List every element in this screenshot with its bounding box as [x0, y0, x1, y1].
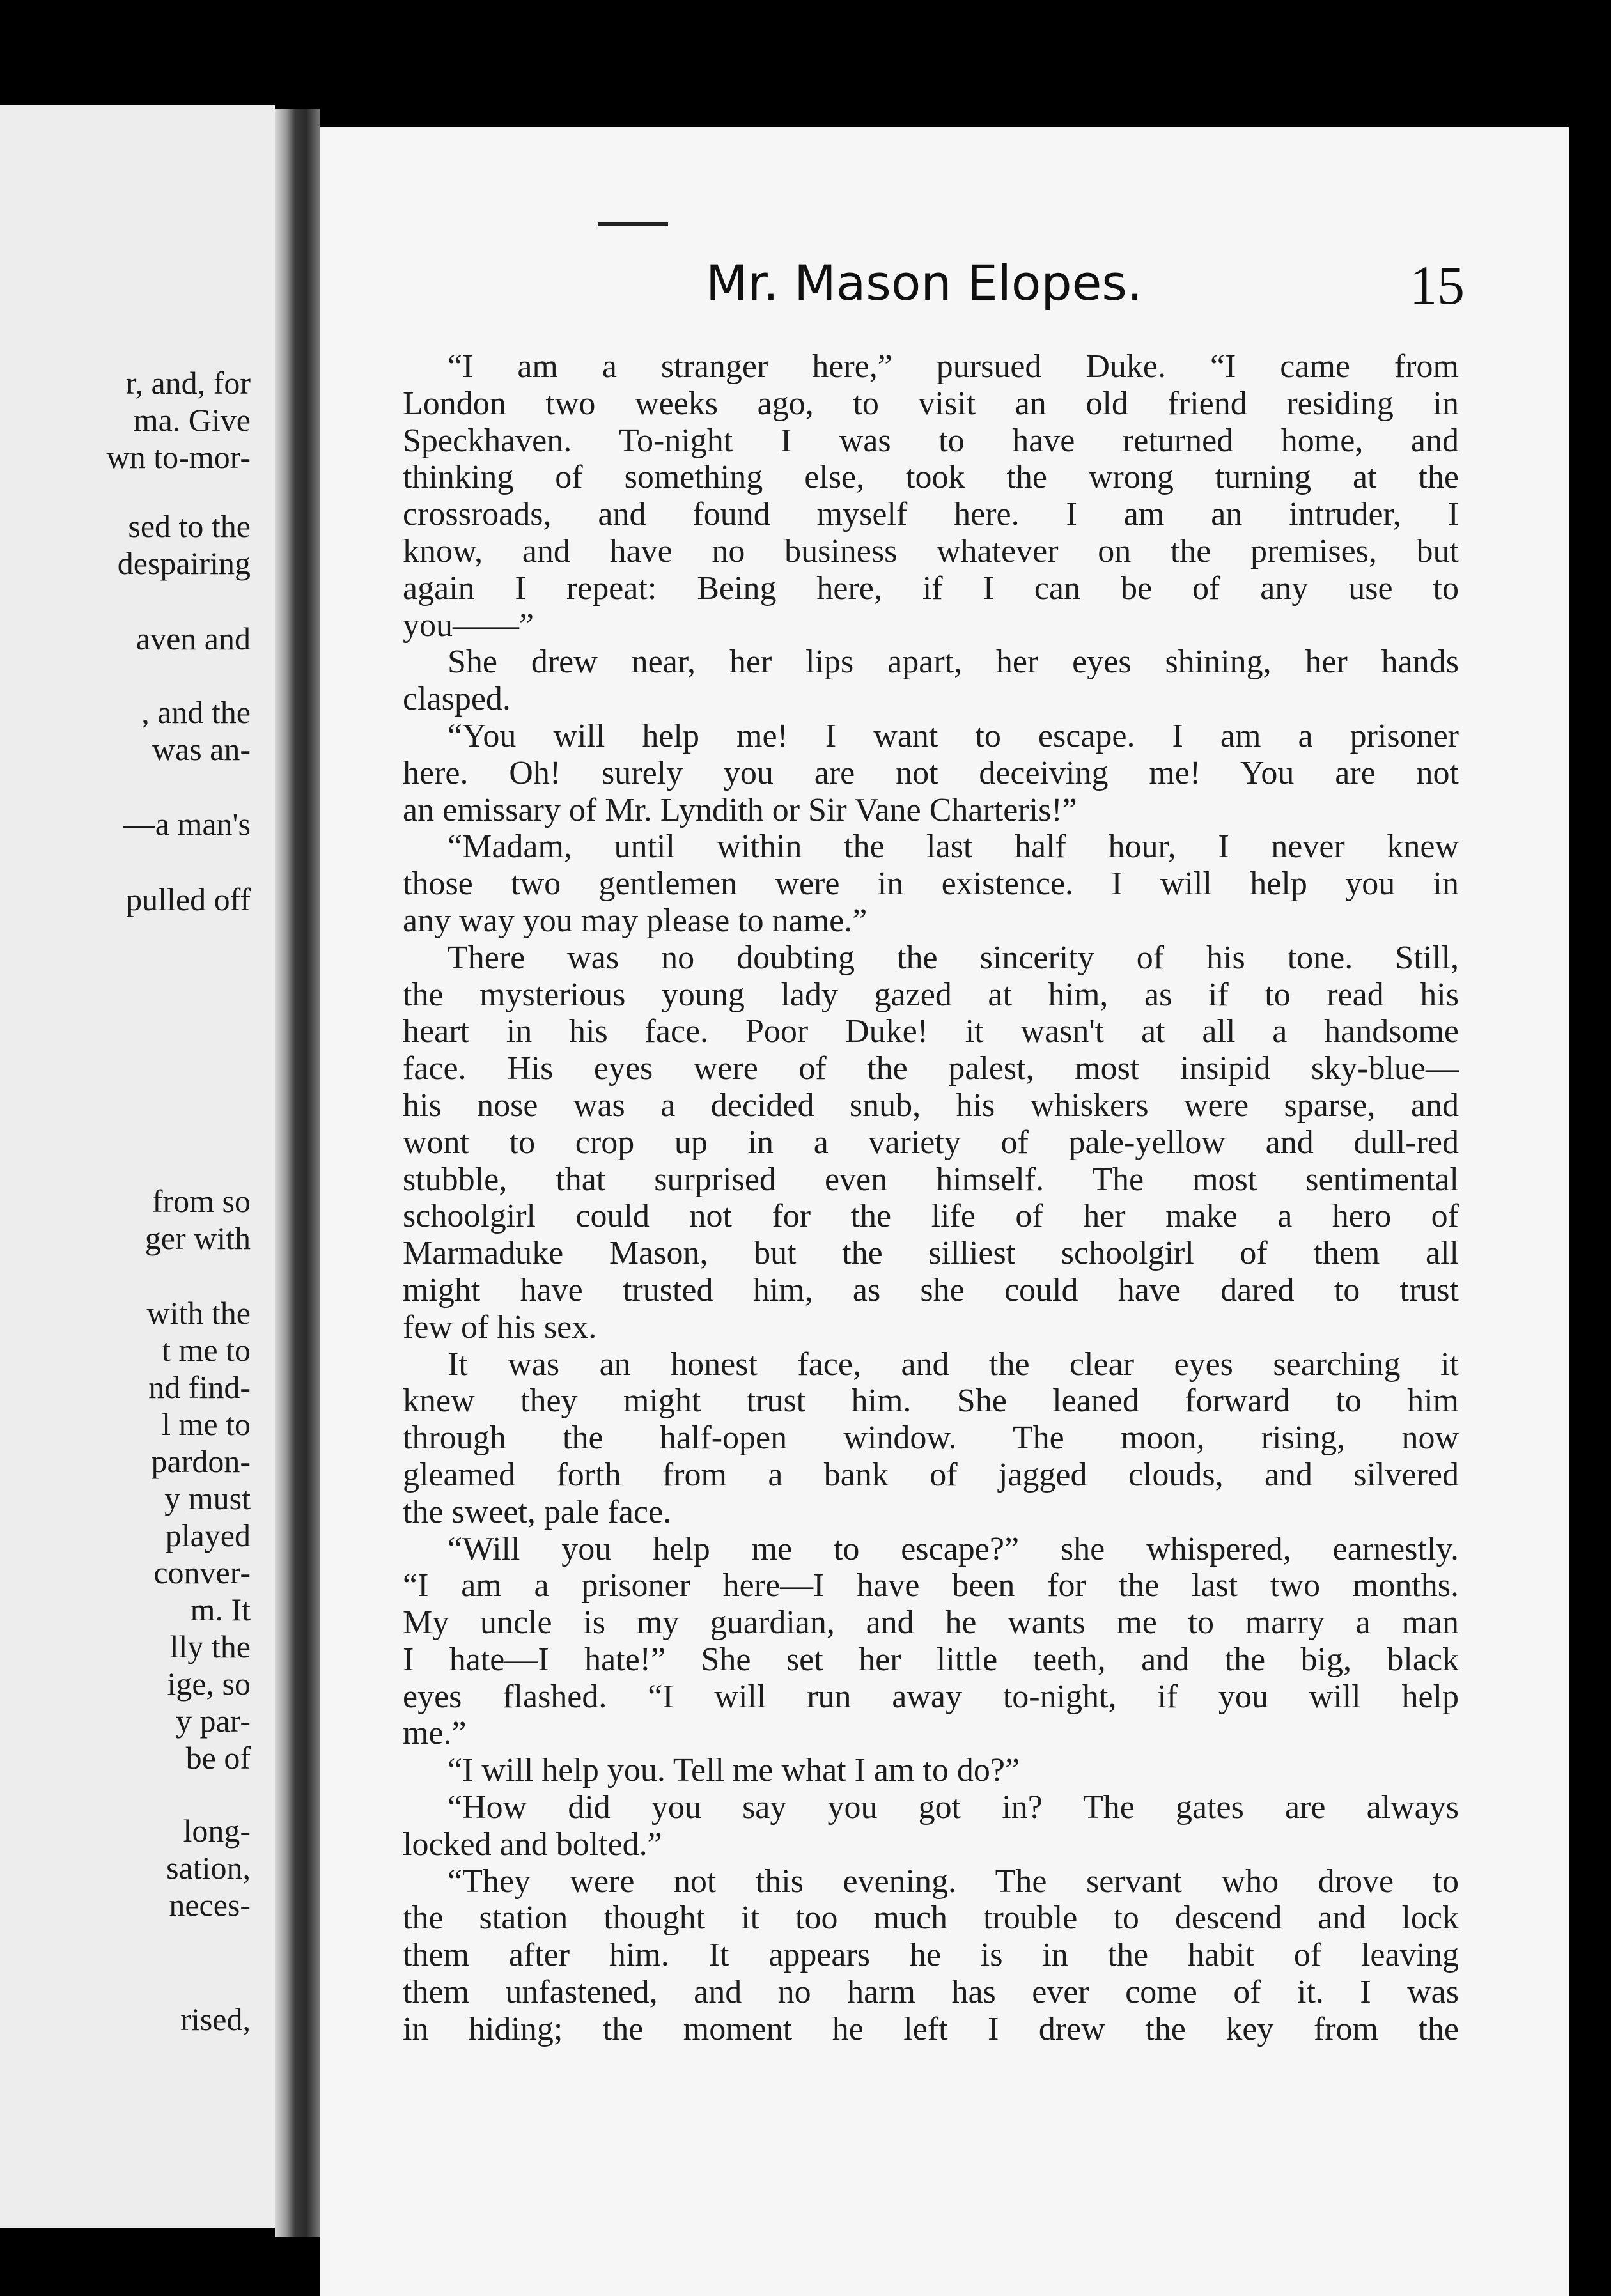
text-line: few of his sex.: [403, 1308, 597, 1346]
text-line: the station thought it too much trouble to descend and lock: [403, 1900, 1459, 1937]
text-line: them after him. It appears he is in the habit of leaving: [403, 1937, 1459, 1974]
text-line: any way you may please to name.”: [403, 902, 868, 939]
left-page-line: ger with: [144, 1220, 251, 1256]
text-line: stubble, that surprised even himself. The most sentimental: [403, 1161, 1459, 1198]
left-page-line: neces-: [169, 1887, 251, 1923]
text-line: There was no doubting the sincerity of his tone. Still,: [447, 939, 1459, 976]
left-page-line: ma. Give: [133, 402, 251, 438]
text-line: My uncle is my guardian, and he wants me to marry a man: [403, 1604, 1459, 1641]
left-page: [0, 105, 275, 2228]
left-page-line: m. It: [190, 1592, 251, 1627]
text-line: “I will help you. Tell me what I am to do?”: [447, 1752, 1020, 1789]
left-page-line: , and the: [141, 694, 251, 730]
text-line: gleamed forth from a bank of jagged clouds, and silvered: [403, 1456, 1459, 1493]
text-line: “I am a stranger here,” pursued Duke. “I came from: [447, 348, 1459, 385]
text-line: thinking of something else, took the wrong turning at the: [403, 459, 1459, 496]
body-text: [403, 348, 1459, 2048]
text-line: heart in his face. Poor Duke! it wasn't at all a handsome: [403, 1013, 1459, 1050]
text-line: “How did you say you got in? The gates are always: [447, 1789, 1459, 1826]
text-line: Speckhaven. To-night I was to have returned home, and: [403, 422, 1459, 459]
text-line: know, and have no business whatever on the premises, but: [403, 532, 1459, 570]
book-gutter: [275, 109, 320, 2237]
left-page-line: sed to the: [128, 508, 251, 544]
left-page-line: with the: [146, 1295, 251, 1331]
text-line: the mysterious young lady gazed at him, as if to read his: [403, 976, 1459, 1013]
left-page-line: wn to-mor-: [106, 439, 251, 475]
running-head: Mr. Mason Elopes.: [706, 254, 1143, 311]
left-page-line: lly the: [169, 1629, 251, 1664]
text-line: “Madam, until within the last half hour, I never knew: [447, 828, 1459, 865]
text-line: It was an honest face, and the clear eyes searching it: [447, 1346, 1459, 1383]
text-line: in hiding; the moment he left I drew the key from the: [403, 2010, 1459, 2047]
text-line: locked and bolted.”: [403, 1826, 662, 1863]
text-line: Marmaduke Mason, but the silliest schoolgirl of them all: [403, 1235, 1459, 1272]
text-line: “Will you help me to escape?” she whispered, earnestly.: [447, 1530, 1459, 1567]
left-page-line: aven and: [136, 621, 251, 656]
text-line: again I repeat: Being here, if I can be of any use to: [403, 570, 1459, 607]
left-page-line: nd find-: [148, 1369, 251, 1405]
text-line: I hate—I hate!” She set her little teeth, and the big, black: [403, 1641, 1459, 1678]
text-line: those two gentlemen were in existence. I will help you in: [403, 865, 1459, 903]
left-page-line: —a man's: [123, 806, 251, 842]
text-line: face. His eyes were of the palest, most insipid sky-blue—: [403, 1050, 1459, 1087]
left-page-line: sation,: [166, 1850, 251, 1886]
text-line: schoolgirl could not for the life of her make a hero of: [403, 1198, 1459, 1235]
left-page-line: rised,: [180, 2001, 251, 2037]
left-page-line: ige, so: [167, 1666, 251, 1702]
text-line: “You will help me! I want to escape. I am a prisoner: [447, 717, 1459, 754]
left-page-line: be of: [185, 1740, 251, 1776]
text-line: you——”: [403, 607, 534, 644]
text-line: “I am a prisoner here—I have been for the last two months.: [403, 1567, 1459, 1604]
text-line: his nose was a decided snub, his whiskers were sparse, and: [403, 1087, 1459, 1124]
text-line: an emissary of Mr. Lyndith or Sir Vane Charteris!”: [403, 791, 1077, 828]
text-line: eyes flashed. “I will run away to-night, if you will help: [403, 1678, 1459, 1715]
left-page-line: from so: [152, 1183, 251, 1219]
text-line: wont to crop up in a variety of pale-yellow and dull-red: [403, 1124, 1459, 1161]
text-line: clasped.: [403, 681, 511, 718]
left-page-line: pardon-: [151, 1443, 251, 1479]
left-page-line: t me to: [162, 1332, 251, 1368]
text-line: me.”: [403, 1715, 467, 1752]
header-ornament-dash: [598, 222, 668, 226]
text-line: She drew near, her lips apart, her eyes shining, her hands: [447, 644, 1459, 681]
left-page-line: pulled off: [126, 881, 251, 917]
left-page-line: y par-: [176, 1703, 251, 1739]
left-page-line: was an-: [152, 731, 251, 767]
text-line: knew they might trust him. She leaned forward to him: [403, 1383, 1459, 1420]
text-line: the sweet, pale face.: [403, 1493, 672, 1530]
text-line: through the half-open window. The moon, rising, now: [403, 1420, 1459, 1457]
left-page-line: played: [165, 1517, 251, 1553]
left-page-line: despairing: [117, 545, 251, 581]
text-line: might have trusted him, as she could have dared to trust: [403, 1271, 1459, 1308]
left-page-line: long-: [183, 1813, 251, 1849]
text-line: London two weeks ago, to visit an old friend residing in: [403, 385, 1459, 422]
text-line: them unfastened, and no harm has ever come of it. I was: [403, 1974, 1459, 2011]
text-line: here. Oh! surely you are not deceiving me! You are not: [403, 754, 1459, 791]
left-page-line: y must: [164, 1480, 251, 1516]
left-page-line: conver-: [153, 1555, 251, 1590]
text-line: “They were not this evening. The servant who drove to: [447, 1863, 1459, 1900]
left-page-line: l me to: [162, 1406, 251, 1442]
page-number: 15: [1410, 254, 1465, 316]
text-line: crossroads, and found myself here. I am an intruder, I: [403, 496, 1459, 533]
left-page-line: r, and, for: [125, 365, 251, 401]
